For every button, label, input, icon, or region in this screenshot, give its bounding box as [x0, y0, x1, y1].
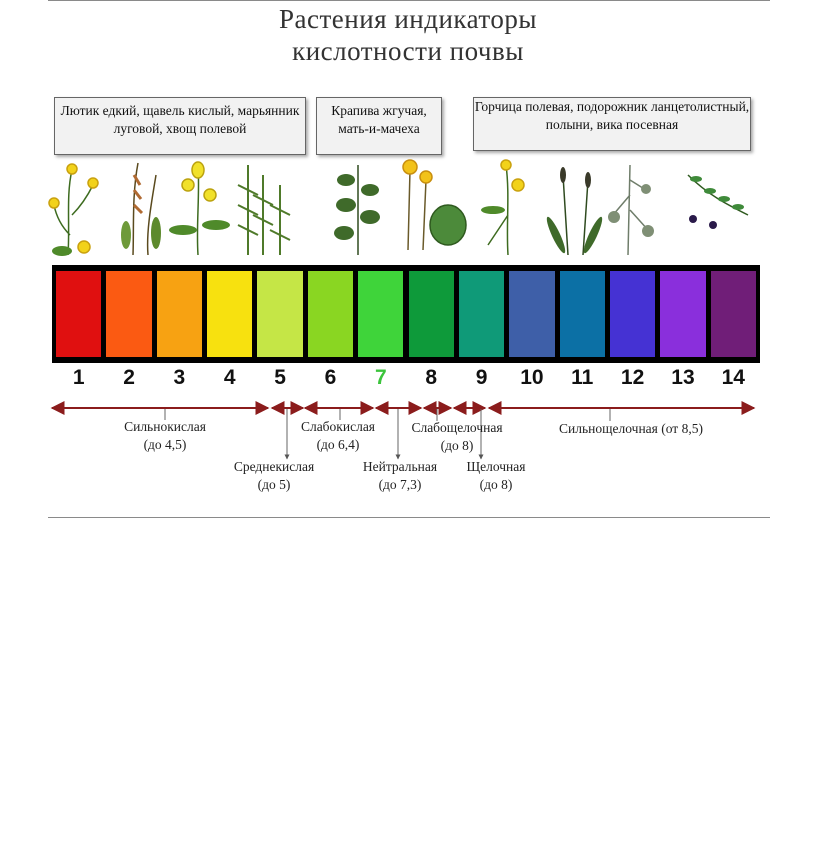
wormwood-plant — [608, 165, 654, 255]
vetch-plant — [688, 175, 748, 229]
zone-neutral — [348, 458, 452, 494]
zone-medium-acid-range: (до 5) — [257, 477, 291, 492]
ph-cell-10 — [509, 271, 554, 357]
cow-wheat-plant — [169, 162, 230, 255]
zone-medium-acid — [219, 458, 329, 494]
plant-group-acid — [54, 97, 306, 155]
zone-strong-alkaline — [538, 420, 724, 438]
plantain-plant — [544, 167, 605, 255]
ph-number-3: 3 — [173, 366, 186, 389]
ph-cell-13 — [660, 271, 705, 357]
ph-color-scale — [52, 265, 760, 363]
ph-number-9: 9 — [475, 366, 488, 389]
zone-strong-alkaline-name: Сильнощелочная (от 8,5) — [559, 421, 703, 436]
ph-cell-4 — [207, 271, 252, 357]
zone-neutral-name: Нейтральная — [362, 459, 438, 474]
zone-weak-acid-name: Слабокислая — [300, 419, 376, 434]
zone-weak-alkaline-range: (до 8) — [440, 438, 474, 453]
ph-cell-2 — [106, 271, 151, 357]
ph-number-5: 5 — [274, 366, 286, 389]
zone-medium-acid-name: Среднекислая — [233, 459, 315, 474]
ph-cell-7 — [358, 271, 403, 357]
ph-number-4: 4 — [223, 366, 236, 389]
ph-cell-3 — [157, 271, 202, 357]
plant-illustrations — [48, 155, 760, 263]
ph-number-14: 14 — [721, 366, 745, 389]
zone-alkaline-name: Щелочная — [466, 459, 526, 474]
zone-neutral-range: (до 7,3) — [378, 477, 422, 492]
plant-group-neutral-text: Крапива жгучая, мать-и-мачеха — [331, 103, 427, 136]
ph-number-7: 7 — [374, 366, 387, 389]
ph-number-10: 10 — [520, 366, 544, 389]
ph-cell-12 — [610, 271, 655, 357]
top-divider — [48, 0, 770, 1]
ph-cell-6 — [308, 271, 353, 357]
coltsfoot-plant — [403, 160, 466, 250]
zone-weak-alkaline — [397, 419, 517, 455]
ph-cell-14 — [711, 271, 756, 357]
ph-number-12: 12 — [620, 366, 645, 389]
zone-strong-acid-range: (до 4,5) — [143, 437, 187, 452]
plant-group-acid-text: Лютик едкий, щавель кислый, марьянник луговой, хвощ полевой — [60, 103, 300, 136]
title-line-2: кислотности почвы — [292, 36, 524, 66]
ph-number-11: 11 — [571, 366, 594, 389]
title-line-1: Растения индикаторы — [279, 4, 537, 34]
nettle-plant — [334, 165, 380, 255]
ph-cell-1 — [56, 271, 101, 357]
ph-cell-11 — [560, 271, 605, 357]
ph-cell-5 — [257, 271, 302, 357]
zone-strong-acid-name: Сильнокислая — [124, 419, 206, 434]
plant-group-alkaline-text: Горчица полевая, подорожник ланцетолистный, полыни, вика посевная — [474, 99, 750, 132]
ph-cell-9 — [459, 271, 504, 357]
horsetail-plant — [238, 165, 290, 255]
plant-group-alkaline — [473, 97, 751, 151]
bottom-divider — [48, 517, 770, 518]
ph-number-13: 13 — [671, 366, 695, 389]
zone-weak-acid — [288, 418, 388, 454]
ph-number-8: 8 — [425, 366, 438, 389]
ph-number-6: 6 — [324, 366, 337, 389]
ph-cell-8 — [409, 271, 454, 357]
zone-alkaline-range: (до 8) — [479, 477, 513, 492]
zone-weak-alkaline-name: Слабощелочная — [411, 420, 503, 435]
mustard-plant — [481, 160, 524, 255]
plant-group-neutral — [316, 97, 442, 155]
buttercup-plant — [49, 164, 98, 256]
zone-strong-acid — [110, 418, 220, 454]
zone-alkaline — [453, 458, 539, 494]
ph-number-2: 2 — [123, 366, 135, 389]
ph-number-1: 1 — [72, 366, 85, 389]
zone-weak-acid-range: (до 6,4) — [316, 437, 360, 452]
sorrel-plant — [121, 163, 161, 255]
